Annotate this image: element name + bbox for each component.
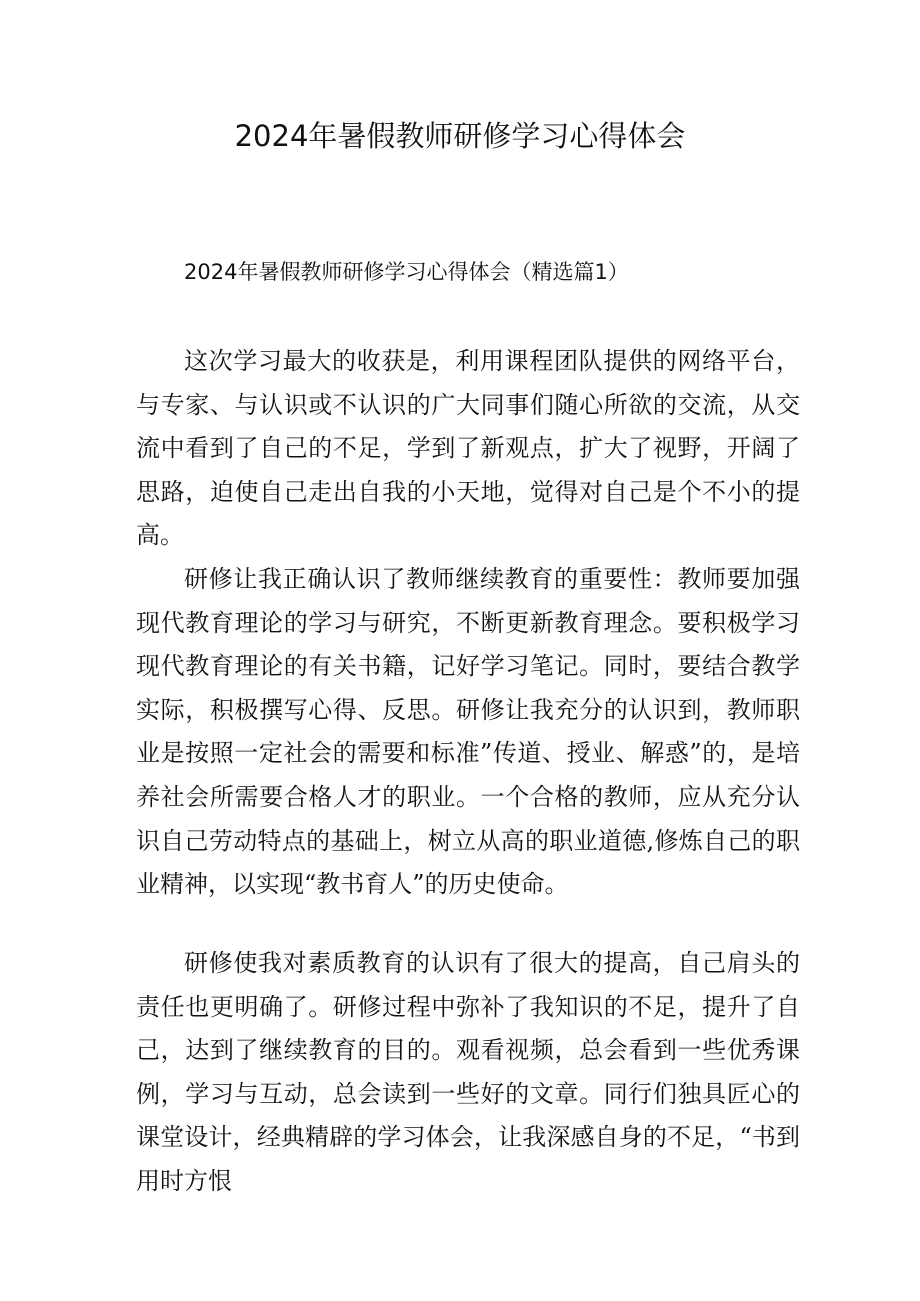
paragraph-3: 研修使我对素质教育的认识有了很大的提高，自己肩头的责任也更明确了。研修过程中弥补了我知识的不足，提升了自己，达到了继续教育的目的。观看视频，总会看到一些优秀课例，学习与互动，总会读到一些好的文章。同行们独具匠心的课堂设计，经典精辟的学习体会，让我深感自身的不足，“书到用时方恨 (136, 949, 800, 1195)
paragraph-1: 这次学习最大的收获是，利用课程团队提供的网络平台，与专家、与认识或不认识的广大同事们随心所欲的交流，从交流中看到了自己的不足，学到了新观点，扩大了视野，开阔了思路，迫使自己走出自我的小天地，觉得对自己是个不小的提高。 (136, 347, 800, 550)
section-heading: 2024年暑假教师研修学习心得体会（精选篇1） (184, 260, 629, 284)
paragraph-2: 研修让我正确认识了教师继续教育的重要性：教师要加强现代教育理论的学习与研究，不断更新教育理念。要积极学习现代教育理论的有关书籍，记好学习笔记。同时，要结合教学实际，积极撰写心得、反思。研修让我充分的认识到，教师职业是按照一定社会的需要和标准”传道、授业、解惑”的，是培养社会所需要合格人才的职业。一个合格的教师，应从充分认识自己劳动特点的基础上，树立从高的职业道德,修炼自己的职业精神，以实现“教书育人”的历史使命。 (136, 565, 800, 899)
document-title: 2024年暑假教师研修学习心得体会 (234, 119, 686, 153)
